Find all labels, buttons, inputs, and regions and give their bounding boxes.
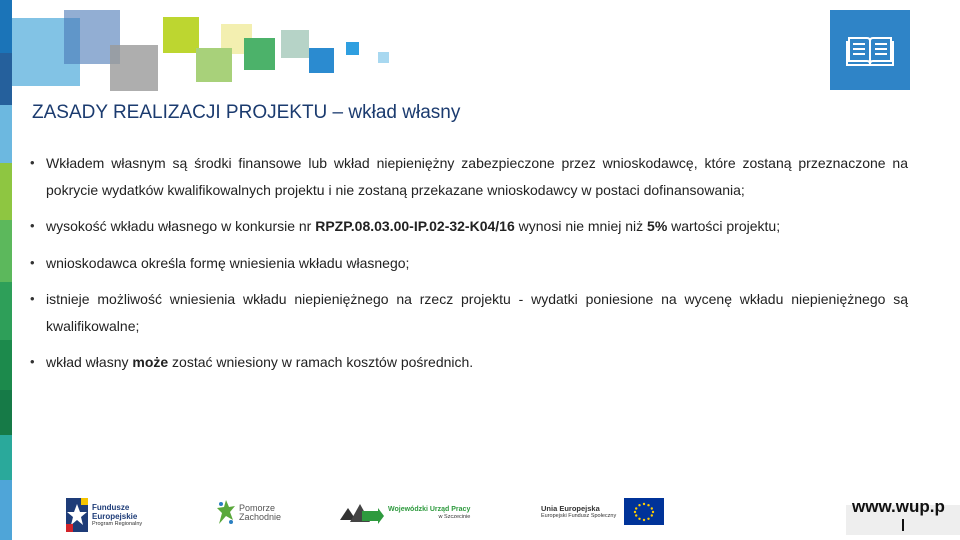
decor-strip (0, 282, 12, 340)
ue-line2: Europejski Fundusz Społeczny (541, 513, 617, 519)
fe-line2: Europejskie (92, 512, 138, 521)
eu-logo (541, 498, 664, 525)
bullet-text: istnieje możliwość wniesienia wkładu niepieniężnego na rzecz projektu - wydatki poniesione na wycenę wkładu niepieniężnego są kwalifikowalne; (46, 291, 908, 334)
wup-line1: Wojewódzki Urząd Pracy (388, 505, 471, 513)
pomorze-line2: Zachodnie (239, 512, 282, 522)
decor-strip (0, 163, 12, 220)
decor-strip (0, 340, 12, 390)
bullet-text: wkład własny (46, 354, 133, 370)
bullet-text: Wkładem własnym są środki finansowe lub wkład niepieniężny zabezpieczone przez wnioskodawcę, które zostaną przeznaczone na pokrycie wydatków kwalifikowalnych projektu i nie zostaną przekazane wnioskodawcy w postaci dofinansowania; (46, 155, 908, 198)
website-box (846, 497, 960, 535)
fe-sub: Program Regionalny (92, 521, 143, 527)
website-cursor-mark (902, 519, 904, 531)
bullet-list (30, 150, 908, 386)
ue-line1: Unia Europejska (541, 504, 600, 513)
decor-strip (0, 53, 12, 105)
bullet-bold-text: RPZP.08.03.00-IP.02-32-K04/16 (315, 218, 515, 234)
website-url[interactable]: www.wup.p (852, 497, 945, 516)
decor-strip (0, 105, 12, 163)
griffin-icon (215, 498, 237, 528)
decor-square (346, 42, 359, 55)
bullet-item (30, 349, 908, 376)
decor-strip (0, 220, 12, 282)
bullet-text: wnioskodawca określa formę wniesienia wkładu własnego; (46, 254, 410, 271)
wup-line2: w Szczecinie (438, 513, 471, 520)
fe-star-icon (66, 498, 88, 532)
bullet-item (30, 213, 908, 240)
decor-square (309, 48, 334, 73)
bullet-bold-text: może (132, 354, 169, 370)
decor-square (163, 17, 199, 53)
slide-title: ZASADY REALIZACJI PROJEKTU – wkład własny (32, 102, 461, 123)
decor-square (196, 48, 232, 82)
bullet-item (30, 250, 908, 277)
decor-square (378, 52, 389, 63)
decor-square (281, 30, 309, 58)
decor-strip (0, 435, 12, 480)
bullet-text: wysokość wkładu własnego w konkursie nr (46, 218, 316, 234)
pomorze-zachodnie-logo (215, 498, 281, 528)
eu-flag-icon (624, 498, 664, 525)
bullet-text: wynosi nie mniej niż (514, 218, 648, 234)
bullet-text: zostać wniesiony w ramach kosztów pośrednich. (168, 354, 474, 370)
decor-strip (0, 0, 12, 53)
bullet-bold-text: 5% (647, 218, 668, 234)
book-icon-box (830, 10, 910, 90)
decor-square (110, 45, 158, 91)
wup-icon (338, 498, 384, 526)
book-icon (845, 30, 895, 70)
decor-square (244, 38, 275, 70)
fe-line1: Fundusze (92, 503, 130, 512)
pomorze-line1: Pomorze (239, 503, 276, 513)
bullet-item (30, 150, 908, 203)
logo-bar (0, 490, 960, 540)
decor-strip (0, 390, 12, 435)
bullet-text: wartości projektu; (667, 218, 781, 234)
fundusze-europejskie-logo (66, 498, 142, 532)
wup-logo (338, 498, 470, 526)
bullet-item (30, 286, 908, 339)
